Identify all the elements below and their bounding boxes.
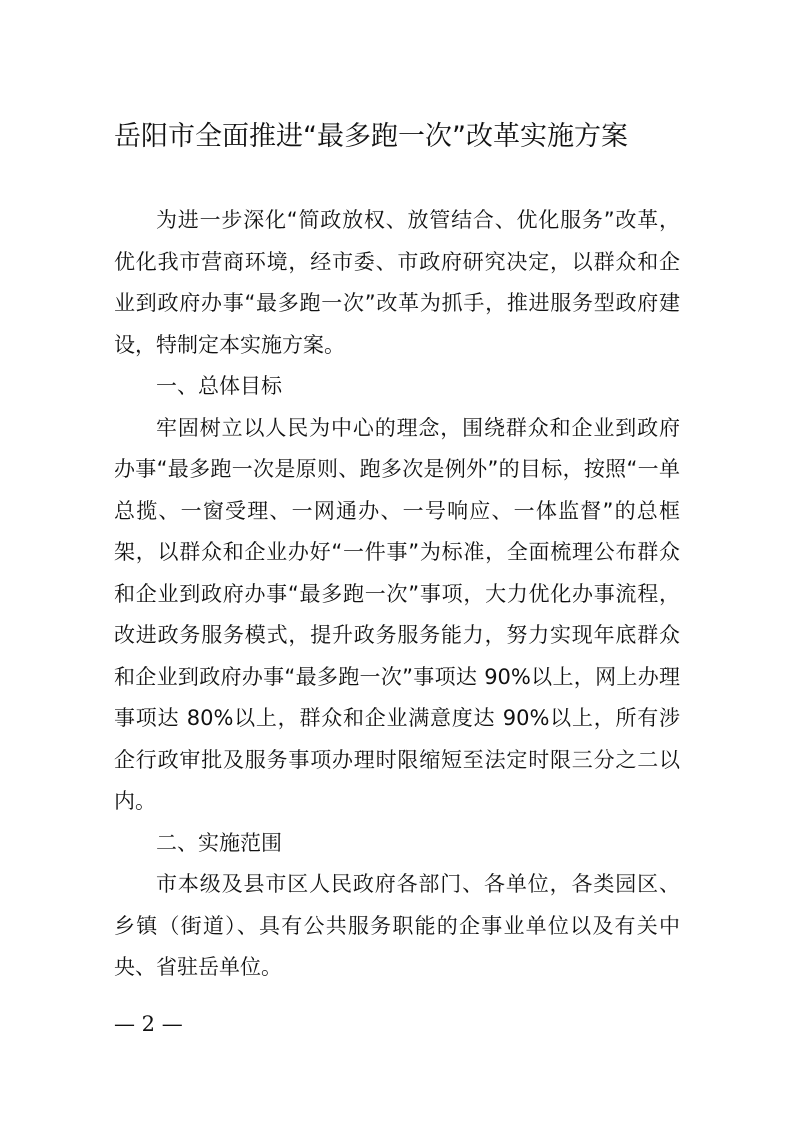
page-number: — 2 —: [114, 1012, 183, 1036]
document-body: [114, 200, 680, 989]
scope-paragraph: 市本级及县市区人民政府各部门、各单位，各类园区、乡镇（街道）、具有公共服务职能的企事业单位以及有关中央、省驻岳单位。: [114, 872, 680, 979]
intro-paragraph: 为进一步深化“简政放权、放管结合、优化服务”改革，优化我市营商环境，经市委、市政府研究决定，以群众和企业到政府办事“最多跑一次”改革为抓手，推进服务型政府建设，特制定本实施方案。: [114, 208, 680, 357]
overall-goals-paragraph: 牢固树立以人民为中心的理念，围绕群众和企业到政府办事“最多跑一次是原则、跑多次是例外”的目标，按照“一单总揽、一窗受理、一网通办、一号响应、一体监督”的总框架，以群众和企业办好“一件事”为标准，全面梳理公布群众和企业到政府办事“最多跑一次”事项，大力优化办事流程，改进政务服务模式，提升政务服务能力，努力实现年底群众和企业到政府办事“最多跑一次”事项达 90%以上，网上办理事项达 80%以上，群众和企业满意度达 90%以上，所有涉企行政审批及服务事项办理时限缩短至法定时限三分之二以内。: [114, 415, 680, 813]
section-heading-overall-goals: 一、总体目标: [156, 374, 282, 398]
section-heading-scope: 二、实施范围: [156, 830, 282, 855]
document-title: 岳阳市全面推进“最多跑一次”改革实施方案: [114, 121, 628, 152]
